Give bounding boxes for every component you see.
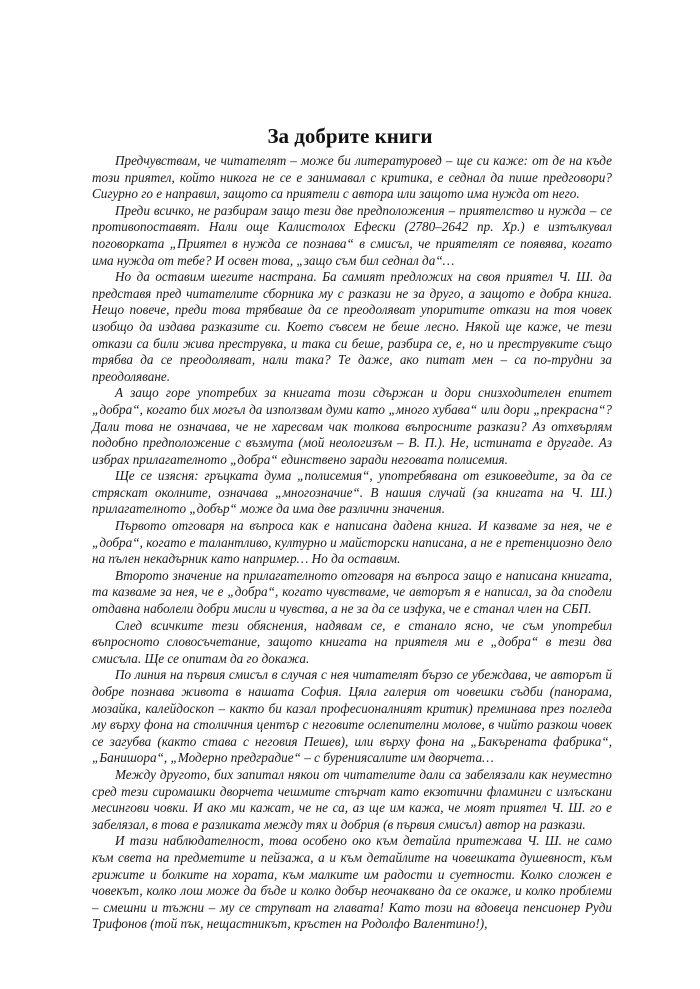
- paragraph: Второто значение на прилагателното отговаря на въпроса защо е написана книгата, та казваме за нея, че е „добра“, когато чувстваме, че авторът я е написал, за да сподели отдавна наболели добри мисли и чувства, а не за да се изфука, че е станал член на СБП.: [92, 567, 612, 617]
- paragraph: Ще се изясня: гръцката дума „полисемия“, употребявана от езиковедите, за да се стряскат околните, означава „многозначие“. В нашия случай (за книгата на Ч. Ш.) прилагателното „добър“ може да има две различни значения.: [92, 468, 612, 517]
- document-body: [92, 153, 612, 933]
- paragraph: И тази наблюдателност, това особено око към детайла притежава Ч. Ш. не само към света на предметите и пейзажа, а и към детайлите на човешката душевност, към грижите и болките на хората, към малките им радости и суетности. Колко сложен е човекът, колко лош може да бъде и колко добър неочаквано да се окаже, и колко проблеми – смешни и тъжни – му се струпват на главата! Като този на вдовеца пенсионер Руди Трифонов (той пък, нещастникът, кръстен на Родолфо Валентино!),: [92, 833, 612, 932]
- paragraph: Между другото, бих запитал някои от читателите дали са забелязали как неуместно сред тези сиромашки дворчета чешмите стърчат като екзотични фламинги с излъскани месингови човки. И ако ми кажат, че не са, аз ще им кажа, че моят приятел Ч. Ш. го е забелязал, в това е разликата между тях и добрия (в първия смисъл) автор на разкази.: [92, 766, 612, 832]
- paragraph: Първото отговаря на въпроса как е написана дадена книга. И казваме за нея, че е „добра“, когато е талантливо, културно и майсторски написана, а не е претенциозно дело на пълен некадърник като например… Но да оставим.: [92, 518, 612, 567]
- paragraph: След всичките тези обяснения, надявам се, е станало ясно, че съм употребил въпросното словосъчетание, защото книгата на приятеля ми е „добра“ в тези два смисъла. Ще се опитам да го докажа.: [92, 617, 612, 666]
- paragraph: А защо горе употребих за книгата този сдържан и дори снизходителен епитет „добра“, когато бих могъл да използвам думи като „много хубава“ или дори „прекрасна“? Дали това не означава, че не харесвам чак толкова въпросните разкази? Аз отхвърлям подобно предположение с възмута (мой неологизъм – В. П.). Не, истината е другаде. Аз избрах прилагателното „добра“ единствено заради неговата полисемия.: [92, 385, 612, 467]
- paragraph: По линия на първия смисъл в случая с нея читателят бързо се убеждава, че авторът й добре познава живота в нашата София. Цяла галерия от човешки съдби (панорама, мозайка, калейдоскоп – както би казал професионалният критик) преминава през погледа му върху фона на столичния център с неговите ослепителни молове, в чийто разкош човек се загубва (както става с неговия Пешев), или върху фона на „Бакърената фабрика“, „Банишора“, „Модерно предградие“ – с бурениясалите им дворчета…: [92, 667, 612, 766]
- paragraph: Преди всичко, не разбирам защо тези две предположения – приятелство и нужда – се противопоставят. Нали още Калистолох Ефески (2780–2642 пр. Хр.) е изтълкувал поговорката „Приятел в нужда се познава“ в смисъл, че приятелят се появява, когато има нужда от тебе? И освен това, „защо съм бил седнал да“…: [92, 202, 612, 268]
- document-title: За добрите книги: [267, 124, 433, 148]
- paragraph: Но да оставим шегите настрана. Ба самият предложих на своя приятел Ч. Ш. да представя пред читателите сборника му с разкази не за друго, а защото е добра книга. Нещо повече, преди това трябваше да се преодоляват упоритите откази на тоя човек изобщо да издава разказите си. Което съвсем не беше лесно. Някой ще каже, че тези откази са били жива преструвка, и така си беше, разбира се, е, но и преструвките също трябва да се преодоляват, нали така? Те даже, ако питат мен – са по-трудни за преодоляване.: [92, 269, 612, 384]
- paragraph: Предчувствам, че читателят – може би литературовед – ще си каже: от де на къде този приятел, който никога не се е занимавал с критика, е седнал да пише предговори? Сигурно го е направил, защото са приятели с автора или защото има нужда от него.: [92, 153, 612, 202]
